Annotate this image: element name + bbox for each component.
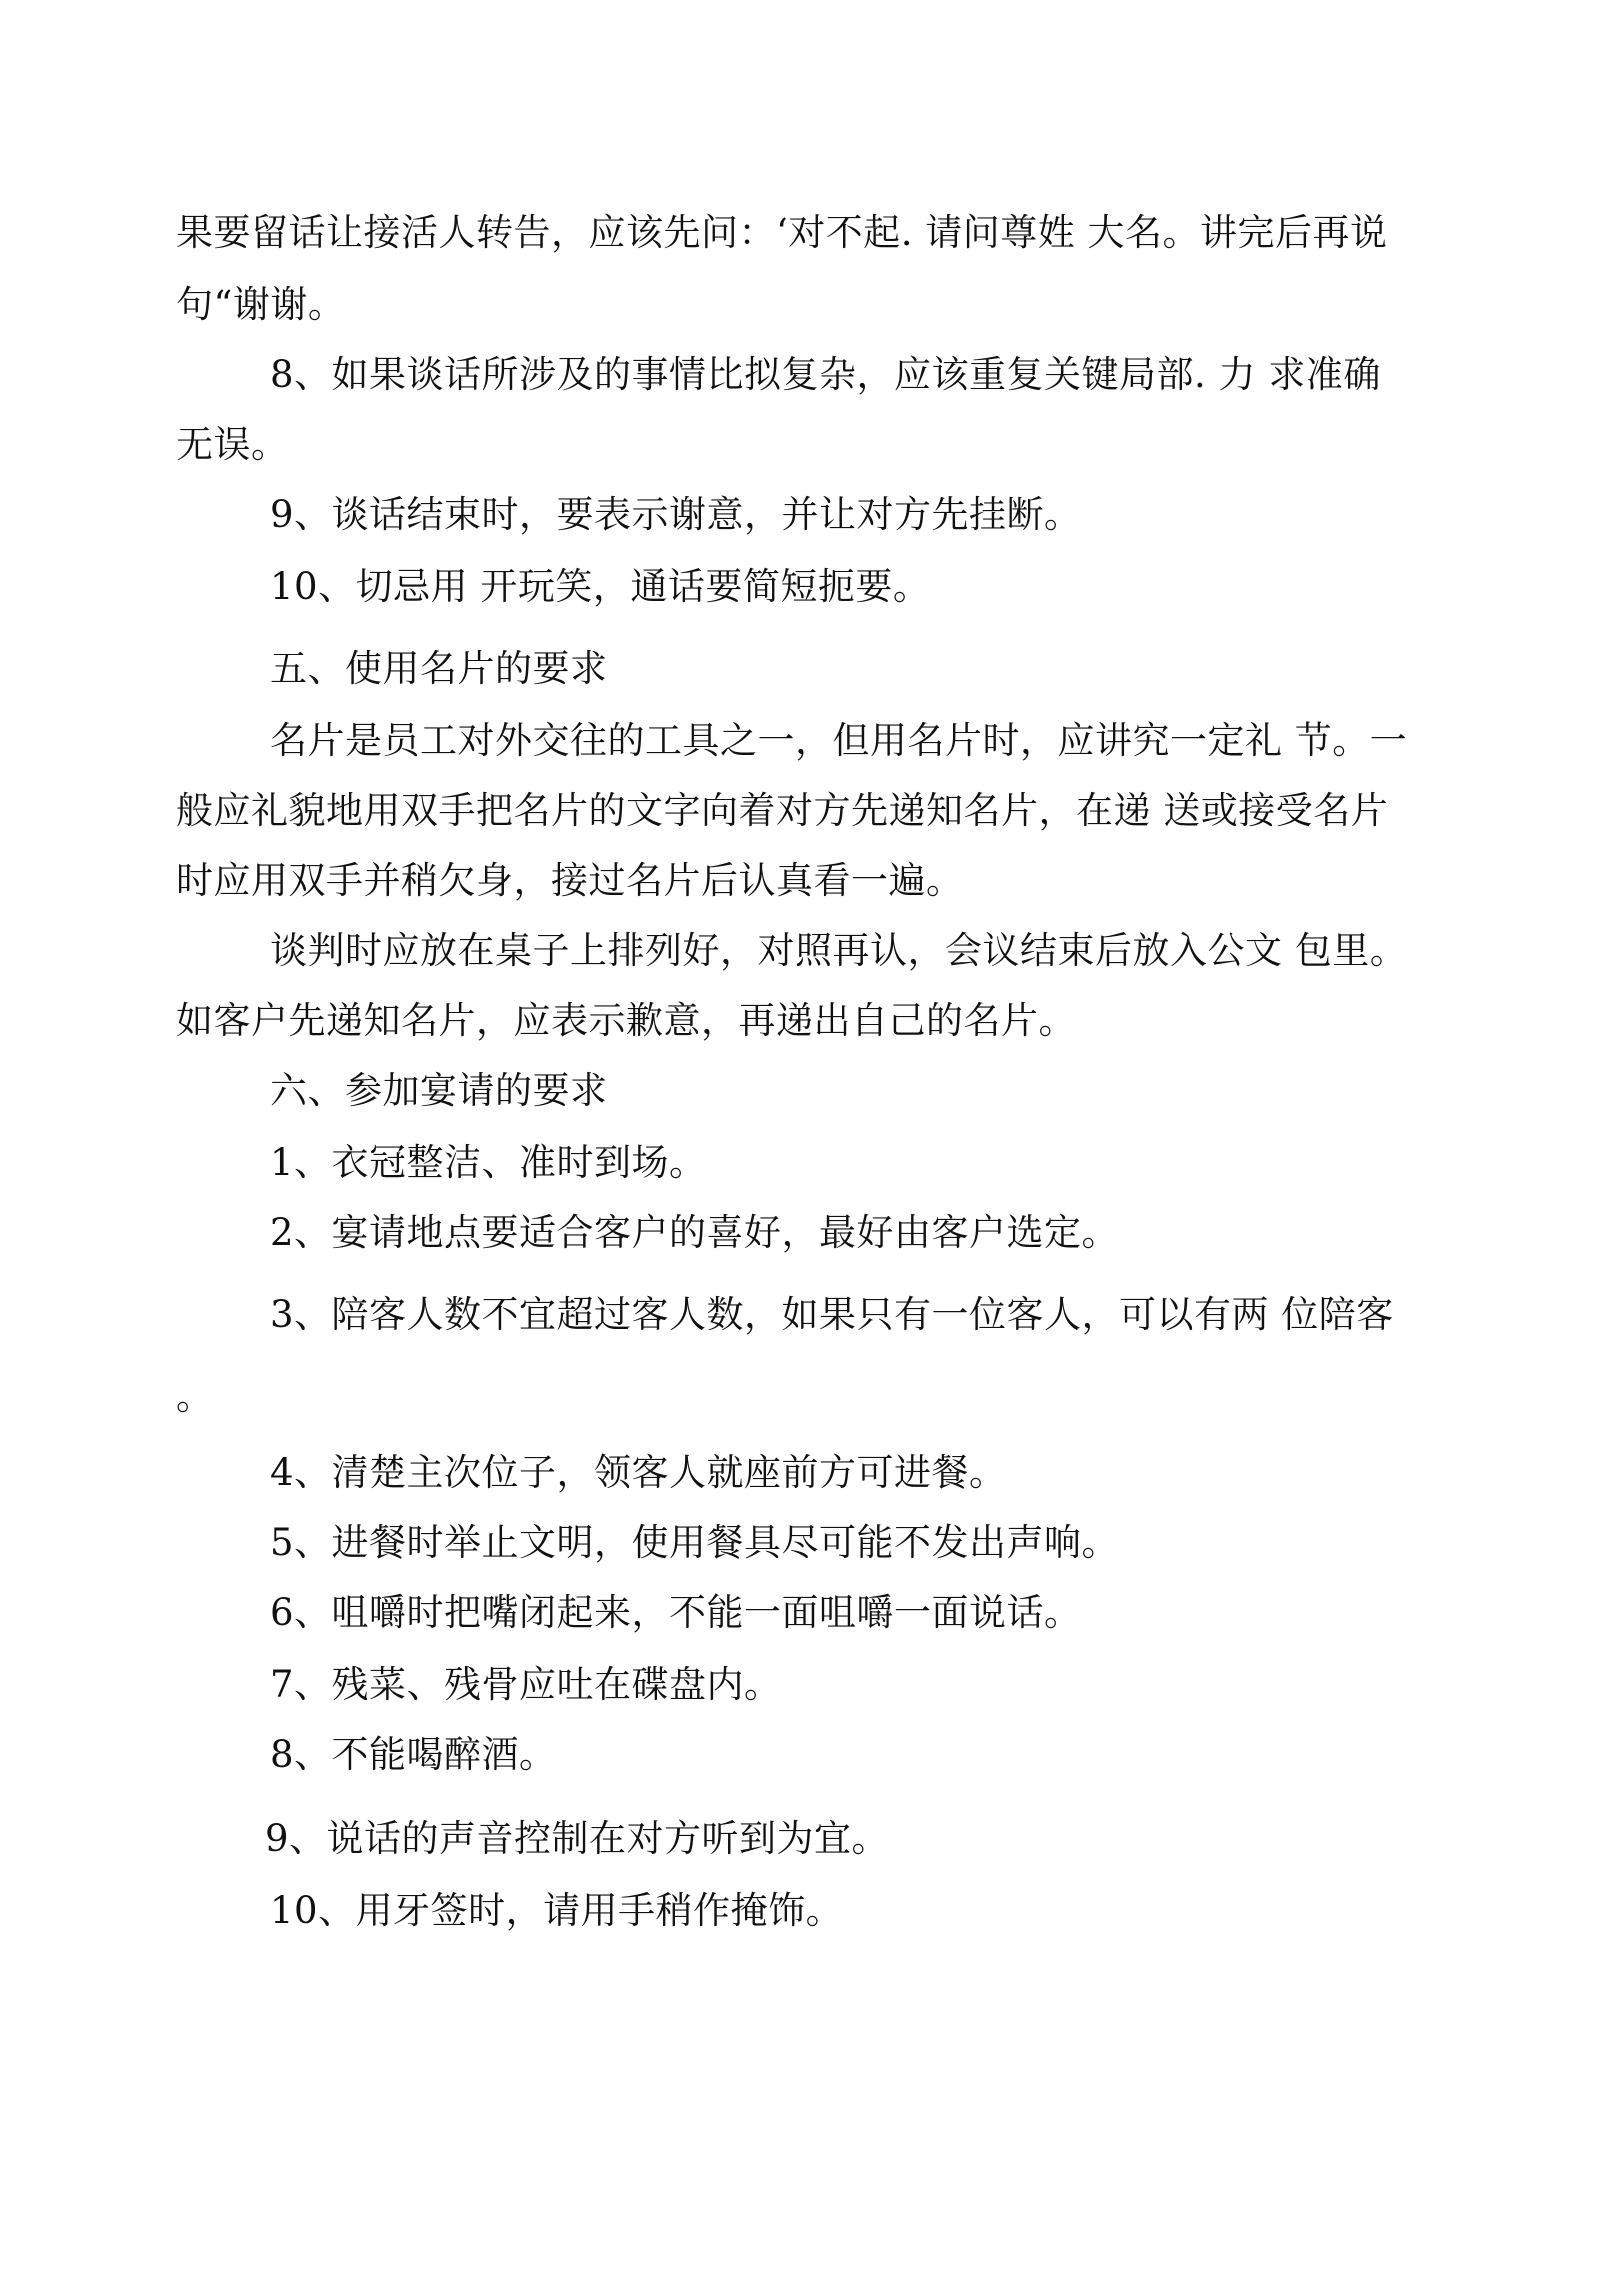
list-item: 1、衣冠整洁、准时到场。 <box>270 1141 707 1184</box>
list-item: 2、宴请地点要适合客户的喜好，最好由客户选定。 <box>270 1211 1120 1254</box>
paragraph-line: 句“谢谢。 <box>176 283 346 326</box>
paragraph-line: 果要留话让接活人转告，应该先问：‘对不起. 请问尊姓 大名。讲完后再说 <box>176 211 1388 254</box>
list-item: 8、不能喝醉酒。 <box>270 1733 557 1776</box>
section-heading: 五、使用名片的要求 <box>270 647 608 690</box>
paragraph-line: 10、切忌用 开玩笑，通话要简短扼要。 <box>270 565 931 608</box>
list-item: 5、进餐时举止文明，使用餐具尽可能不发出声响。 <box>270 1521 1120 1564</box>
paragraph-line: 8、如果谈话所涉及的事情比拟复杂，应该重复关键局部. 力 求准确 <box>270 353 1381 396</box>
paragraph-line: 谈判时应放在桌子上排列好，对照再认，会议结束后放入公文 包里。 <box>270 929 1408 972</box>
list-item: 4、清楚主次位子，领客人就座前方可进餐。 <box>270 1451 1007 1494</box>
paragraph-line: 时应用双手并稍欠身，接过名片后认真看一遍。 <box>176 859 964 902</box>
list-item-continuation: 。 <box>176 1375 214 1418</box>
section-heading: 六、参加宴请的要求 <box>270 1069 608 1112</box>
list-item: 7、残菜、残骨应吐在碟盘内。 <box>270 1663 782 1706</box>
paragraph-line: 9、谈话结束时，要表示谢意，并让对方先挂断。 <box>270 493 1082 536</box>
paragraph-line: 般应礼貌地用双手把名片的文字向着对方先递知名片，在递 送或接受名片 <box>176 789 1389 832</box>
list-item: 10、用牙签时，请用手稍作掩饰。 <box>270 1889 844 1932</box>
list-item: 3、陪客人数不宜超过客人数，如果只有一位客人，可以有两 位陪客 <box>270 1293 1394 1336</box>
paragraph-line: 无误。 <box>176 423 289 466</box>
paragraph-line: 如客户先递知名片，应表示歉意，再递出自己的名片。 <box>176 999 1076 1042</box>
list-item: 6、咀嚼时把嘴闭起来，不能一面咀嚼一面说话。 <box>270 1591 1082 1634</box>
paragraph-line: 名片是员工对外交往的工具之一，但用名片时，应讲究一定礼 节。一 <box>270 719 1408 762</box>
list-item: 9、说话的声音控制在对方听到为宜。 <box>265 1817 890 1860</box>
